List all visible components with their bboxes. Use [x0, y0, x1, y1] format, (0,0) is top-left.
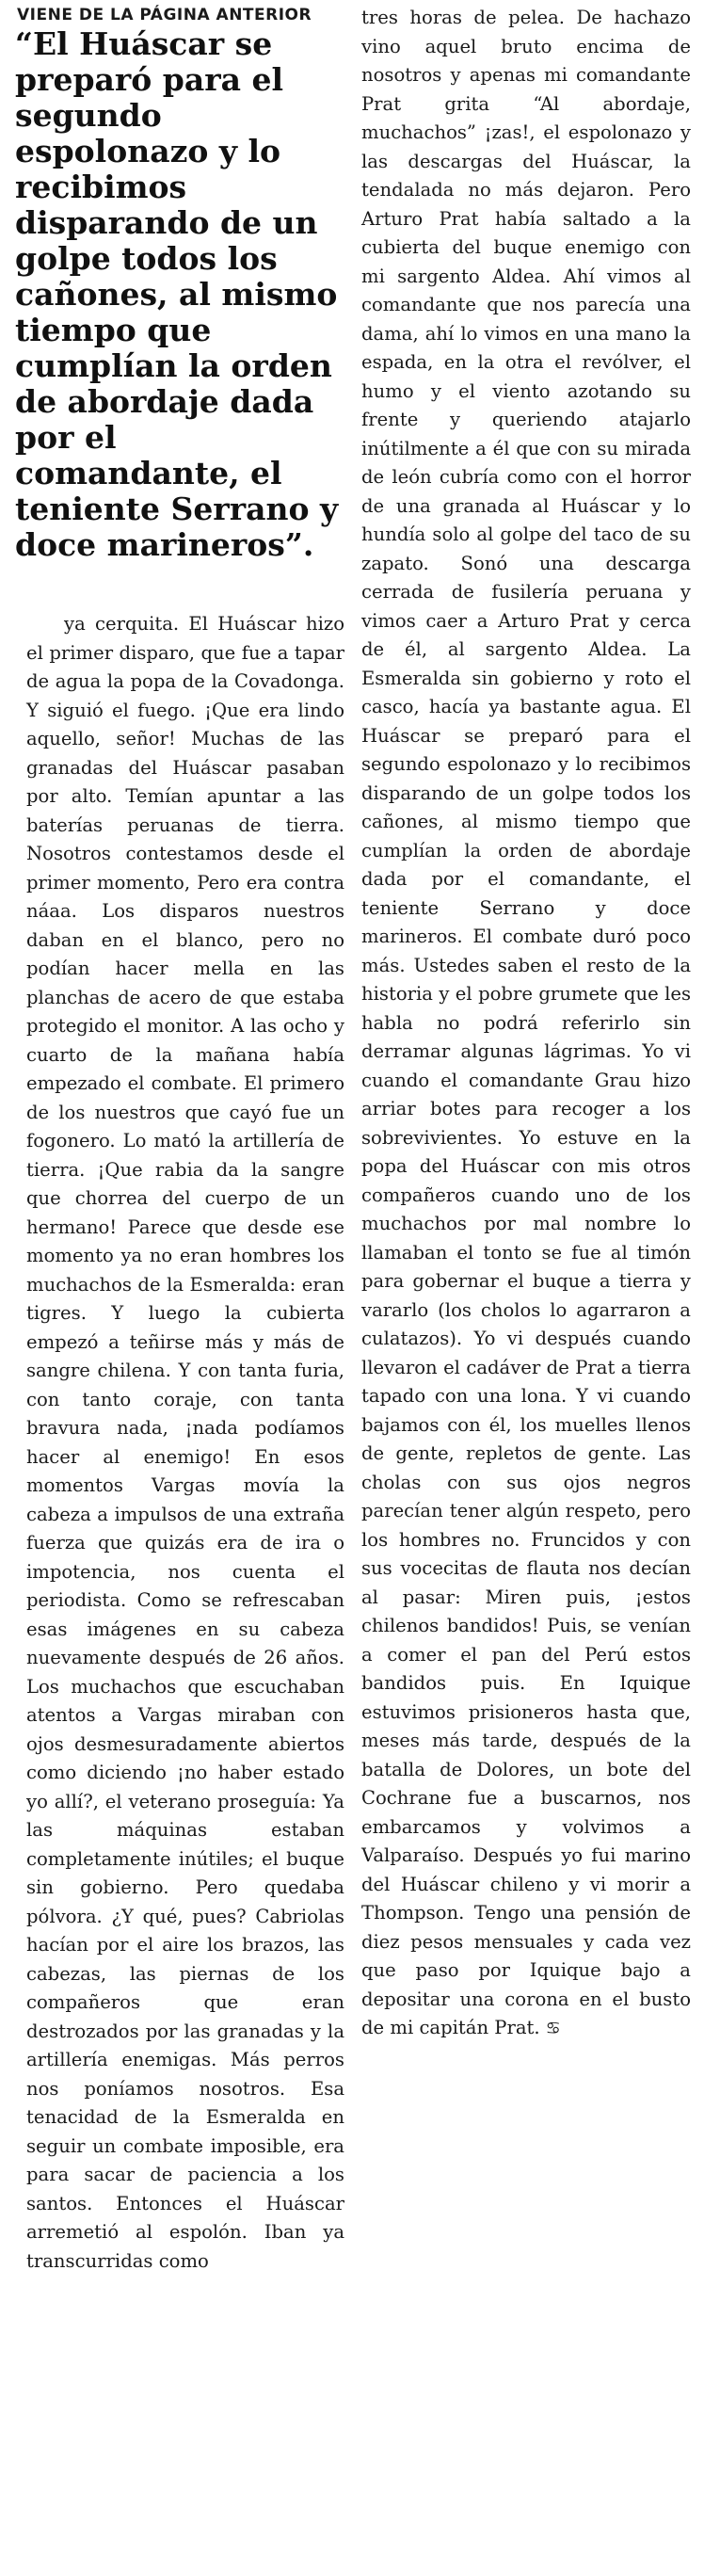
pull-quote: “El Huáscar se preparó para el segundo espolonazo y lo recibimos disparando de un golpe todos los cañones, al mismo tiempo que cumplían la orden de abordaje dada por el comandante, el teniente Serrano y doce marineros”.	[15, 25, 339, 563]
end-mark-icon: ♋	[545, 2019, 561, 2038]
kicker: VIENE DE LA PÁGINA ANTERIOR	[17, 6, 312, 24]
right-column-text: tres horas de pelea. De hachazo vino aquel bruto encima de nosotros y apenas mi comandante Prat grita “Al abordaje, muchachos” ¡zas!, el espolonazo y las descargas del Huáscar, la tendalada no más dejaron. Pero Arturo Prat había saltado a la cubierta del buque enemigo con mi sargento Aldea. Ahí vimos al comandante que nos parecía una dama, ahí lo vimos en una mano la espada, en la otra el revólver, el humo y el viento azotando su frente y queriendo atajarlo inútilmente a él que con su mirada de león cubría como con el horror de una granada al Huáscar y lo hundía solo al golpe del taco de su zapato. Sonó una descarga cerrada de fusilería peruana y vimos caer a Arturo Prat y cerca de él, al sargento Aldea. La Esmeralda sin gobierno y roto el casco, hacía ya bastante agua. El Huáscar se preparó para el segundo espolonazo y lo recibimos disparando de un golpe todos los cañones, al mismo tiempo que cumplían la orden de abordaje dada por el comandante, el teniente Serrano y doce marineros. El combate duró poco más. Ustedes saben el resto de la historia y el pobre grumete que les habla no podrá referirlo sin derramar algunas lágrimas. Yo vi cuando el comandante Grau hizo arriar botes para recoger a los sobrevivientes. Yo estuve en la popa del Huáscar con mis otros compañeros cuando uno de los muchachos por mal nombre lo llamaban el tonto se fue al timón para gobernar el buque a tierra y vararlo (los cholos lo agarraron a culatazos). Yo vi después cuando llevaron el cadáver de Prat a tierra tapado con una lona. Y vi cuando bajamos con él, los muelles llenos de gente, repletos de gente. Las cholas con sus ojos negros parecían tener algún respeto, pero los hombres no. Fruncidos y con sus vocecitas de flauta nos decían al pasar: Miren puis, ¡estos chilenos bandidos! Puis, se venían a comer el pan del Perú estos bandidos puis. En Iquique estuvimos prisioneros hasta que, meses más tarde, después de la batalla de Dolores, un bote del Cochrane fue a buscarnos, nos embarcamos y volvimos a Valparaíso. Después yo fui marino del Huáscar chileno y vi morir a Thompson. Tengo una pensión de diez pesos mensuales y cada vez que paso por Iquique bajo a depositar una corona en el busto de mi capitán Prat.	[361, 7, 691, 2038]
right-column-paragraph	[361, 4, 691, 2044]
left-column-text: ya cerquita. El Huáscar hizo el primer disparo, que fue a tapar de agua la popa de la Covadonga. Y siguió el fuego. ¡Que era lindo aquello, señor! Muchas de las granadas del Huáscar pasaban por alto. Temían apuntar a las baterías peruanas de tierra. Nosotros contestamos desde el primer momento, Pero era contra náaa. Los disparos nuestros daban en el blanco, pero no podían hacer mella en las planchas de acero de que estaba protegido el monitor. A las ocho y cuarto de la mañana había empezado el combate. El primero de los nuestros que cayó fue un fogonero. Lo mató la artillería de tierra. ¡Que rabia da la sangre que chorrea del cuerpo de un hermano! Parece que desde ese momento ya no eran hombres los muchachos de la Esmeralda: eran tigres. Y luego la cubierta empezó a teñirse más y más de sangre chilena. Y con tanta furia, con tanto coraje, con tanta bravura nada, ¡nada podíamos hacer al enemigo! En esos momentos Vargas movía la cabeza a impulsos de una extraña fuerza que quizás era de ira o impotencia, nos cuenta el periodista. Como se refrescaban esas imágenes en su cabeza nuevamente después de 26 años. Los muchachos que escuchaban atentos a Vargas miraban con ojos desmesuradamente abiertos como diciendo ¡no haber estado yo allí?, el veterano proseguía: Ya las máquinas estaban completamente inútiles; el buque sin gobierno. Pero quedaba pólvora. ¿Y qué, pues? Cabriolas hacían por el aire los brazos, las cabezas, las piernas de los compañeros que eran destrozados por las granadas y la artillería enemigas. Más perros nos poníamos nosotros. Esa tenacidad de la Esmeralda en seguir un combate imposible, era para sacar de paciencia a los santos. Entonces el Huáscar arremetió al espolón. Iban ya transcurridas como	[26, 613, 344, 2272]
left-column	[15, 0, 344, 2276]
right-column	[361, 0, 691, 2044]
